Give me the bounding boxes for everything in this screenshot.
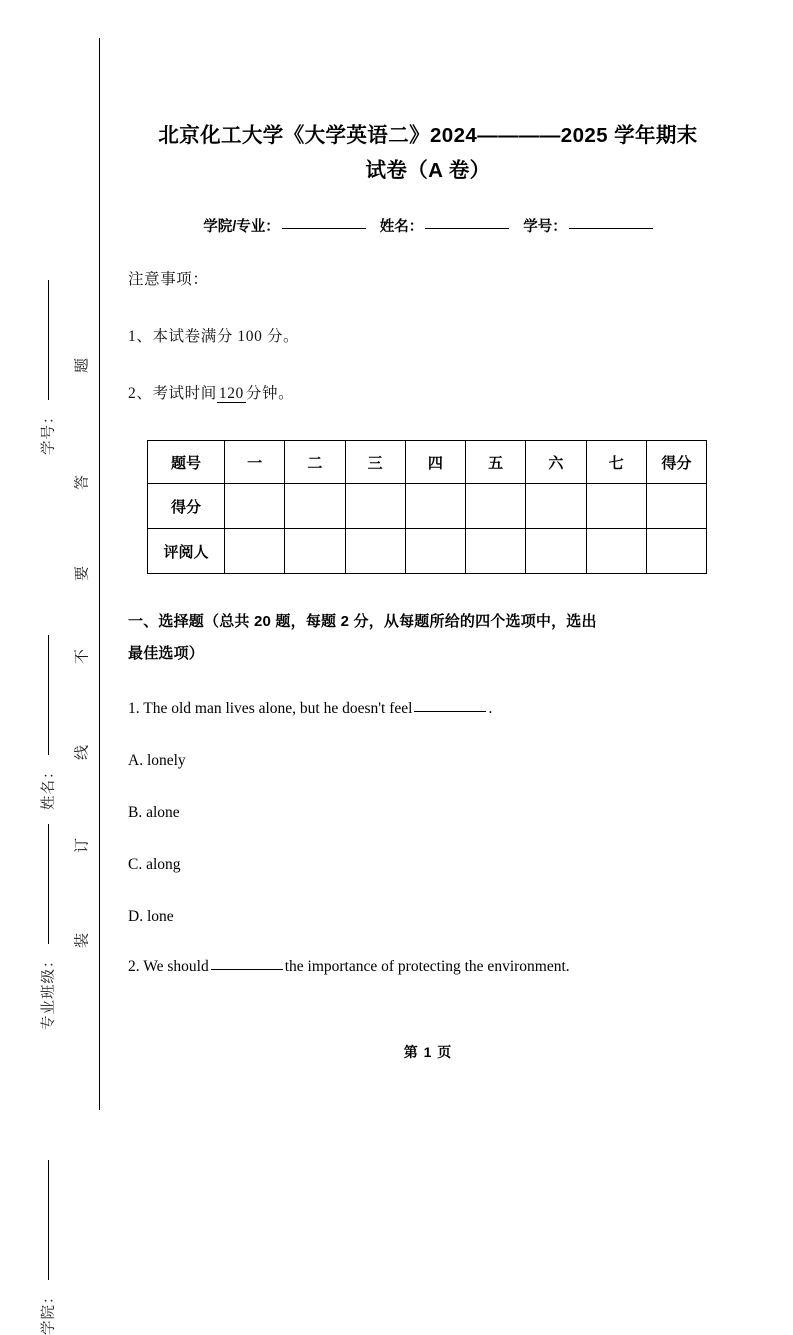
- column-header-6: 六: [526, 441, 586, 484]
- page-title-line-2: 试卷（A 卷）: [128, 153, 728, 188]
- row-header-score: 得分: [148, 484, 225, 529]
- section-heading: [128, 574, 728, 670]
- column-header-5: 五: [466, 441, 526, 484]
- row-header-question-no: 题号: [148, 441, 225, 484]
- binding-margin: [0, 0, 120, 1122]
- question-2-text-after: the importance of protecting the environment.: [285, 958, 570, 975]
- grader-cell[interactable]: [586, 529, 646, 574]
- exam-content: [128, 0, 728, 1122]
- side-field-blank[interactable]: [36, 1160, 49, 1280]
- grader-cell[interactable]: [285, 529, 345, 574]
- section-heading-line-2: 最佳选项）: [128, 638, 728, 670]
- seal-char: 线: [71, 742, 92, 764]
- table-row-score: [148, 484, 707, 529]
- column-header-1: 一: [225, 441, 285, 484]
- seal-char: 订: [71, 835, 92, 857]
- grader-cell[interactable]: [345, 529, 405, 574]
- exam-duration-value: 120: [217, 385, 246, 403]
- table-row-header: [148, 441, 707, 484]
- grader-cell-total[interactable]: [646, 529, 706, 574]
- side-field-class: [36, 710, 62, 1030]
- page-footer: 第 1 页: [128, 1042, 728, 1062]
- notice-item-2-suffix: 分钟。: [246, 385, 294, 402]
- college-major-label: 学院/专业：: [203, 215, 280, 236]
- question-1-text-after: .: [488, 700, 492, 717]
- side-field-blank[interactable]: [36, 824, 49, 944]
- score-table: [147, 440, 707, 574]
- student-id-blank[interactable]: [569, 215, 653, 229]
- question-2: [128, 928, 728, 978]
- side-field-blank[interactable]: [36, 280, 49, 400]
- question-1-option-a[interactable]: A. lonely: [128, 720, 728, 772]
- page-title-line-1: 北京化工大学《大学英语二》2024————2025 学年期末: [158, 124, 697, 147]
- score-cell[interactable]: [225, 484, 285, 529]
- binding-vertical-rule: [99, 38, 100, 1110]
- name-blank[interactable]: [425, 215, 509, 229]
- question-1-number: 1.: [128, 700, 140, 717]
- score-cell[interactable]: [285, 484, 345, 529]
- side-field-college: [36, 1015, 62, 1335]
- column-header-4: 四: [405, 441, 465, 484]
- name-label: 姓名：: [380, 215, 424, 236]
- question-1-option-c[interactable]: C. along: [128, 824, 728, 876]
- question-2-blank[interactable]: [211, 957, 283, 970]
- column-header-7: 七: [586, 441, 646, 484]
- notice-heading: 注意事项：: [128, 236, 728, 292]
- column-header-2: 二: [285, 441, 345, 484]
- column-header-3: 三: [345, 441, 405, 484]
- section-heading-line-1: 一、选择题（总共 20 题，每题 2 分，从每题所给的四个选项中，选出: [128, 606, 728, 638]
- question-1-text: The old man lives alone, but he doesn't feel: [143, 700, 412, 717]
- score-cell[interactable]: [586, 484, 646, 529]
- score-cell[interactable]: [526, 484, 586, 529]
- seal-char: 不: [71, 646, 92, 668]
- seal-char: 装: [71, 930, 92, 952]
- table-row-grader: [148, 529, 707, 574]
- side-field-label: 姓名：: [37, 764, 58, 811]
- grader-cell[interactable]: [466, 529, 526, 574]
- question-1-blank[interactable]: [414, 699, 486, 712]
- notice-item-2: [128, 349, 728, 406]
- student-info-line: [128, 188, 728, 236]
- side-field-label: 专业班级：: [37, 953, 58, 1031]
- grader-cell[interactable]: [526, 529, 586, 574]
- question-1-option-d[interactable]: D. lone: [128, 876, 728, 928]
- side-field-label: 学院：: [37, 1289, 58, 1335]
- seal-char: 题: [71, 355, 92, 377]
- question-2-number: 2.: [128, 958, 140, 975]
- side-field-label: 学号：: [37, 409, 58, 456]
- score-cell[interactable]: [345, 484, 405, 529]
- seal-char: 答: [71, 472, 92, 494]
- grader-cell[interactable]: [405, 529, 465, 574]
- score-cell-total[interactable]: [646, 484, 706, 529]
- seal-char: 要: [71, 563, 92, 585]
- page-title: [128, 0, 728, 188]
- column-header-total: 得分: [646, 441, 706, 484]
- notice-item-1: 1、本试卷满分 100 分。: [128, 292, 728, 349]
- row-header-grader: 评阅人: [148, 529, 225, 574]
- student-id-label: 学号：: [523, 215, 567, 236]
- score-cell[interactable]: [405, 484, 465, 529]
- question-1-option-b[interactable]: B. alone: [128, 772, 728, 824]
- question-2-text: We should: [143, 958, 208, 975]
- side-field-student-id: [36, 135, 62, 455]
- question-1: [128, 670, 728, 720]
- score-cell[interactable]: [466, 484, 526, 529]
- notice-item-2-prefix: 2、考试时间: [128, 385, 217, 402]
- grader-cell[interactable]: [225, 529, 285, 574]
- college-major-blank[interactable]: [282, 215, 366, 229]
